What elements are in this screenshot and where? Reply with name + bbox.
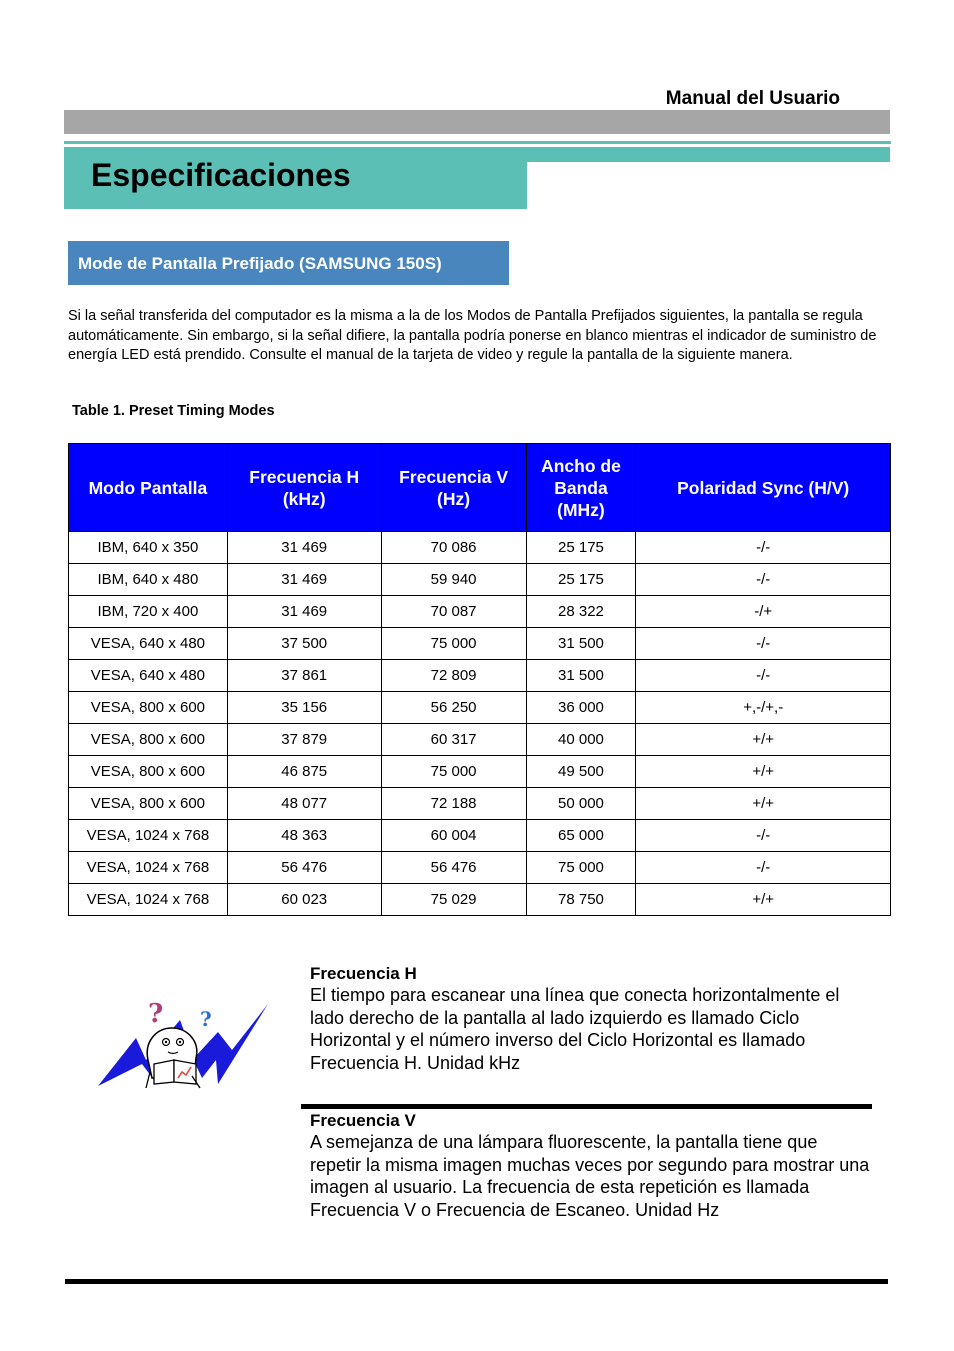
column-header: Frecuencia H (kHz) [227,444,381,532]
table-cell: 35 156 [227,692,381,724]
table-cell: 37 861 [227,660,381,692]
table-cell: 25 175 [526,564,636,596]
table-cell: 60 004 [381,820,526,852]
column-header: Frecuencia V (Hz) [381,444,526,532]
table-cell: -/- [636,820,891,852]
definition-text: A semejanza de una lámpara fluorescente, la pantalla tiene que repetir la misma imagen muchas veces por segundo para mostrar una imagen al usuario. La frecuencia de esta repetición es llamada Frecuencia V o Frecuencia de Escaneo. Unidad Hz [310,1132,870,1220]
table-cell: VESA, 800 x 600 [69,724,228,756]
table-row [69,884,891,916]
table-cell: -/- [636,852,891,884]
table-cell: +/+ [636,884,891,916]
section-title: Especificaciones [91,157,351,193]
table-cell: 25 175 [526,532,636,564]
column-header: Ancho de Banda (MHz) [526,444,636,532]
table-cell: 37 500 [227,628,381,660]
table-cell: 31 500 [526,660,636,692]
table-cell: 56 250 [381,692,526,724]
table-row [69,564,891,596]
svg-text:?: ? [148,999,164,1029]
timing-table [68,443,891,916]
table-cell: -/- [636,628,891,660]
table-cell: 75 000 [381,628,526,660]
section-banner-notch [527,162,567,202]
column-header: Polaridad Sync (H/V) [636,444,891,532]
table-cell: IBM, 640 x 480 [69,564,228,596]
table-cell: 36 000 [526,692,636,724]
table-cell: 31 500 [526,628,636,660]
table-cell: 49 500 [526,756,636,788]
table-cell: IBM, 640 x 350 [69,532,228,564]
table-caption: Table 1. Preset Timing Modes [72,403,275,419]
table-cell: 48 077 [227,788,381,820]
table-cell: +/+ [636,724,891,756]
definition-h-frequency [310,964,870,1074]
column-header: Modo Pantalla [69,444,228,532]
table-cell: VESA, 640 x 480 [69,660,228,692]
definition-text: El tiempo para escanear una línea que conecta horizontalmente el lado derecho de la pantalla al lado izquierdo es llamado Ciclo Horizontal y el número inverso del Ciclo Horizontal es llamado Frecuencia H. Unidad kHz [310,985,840,1073]
table-cell: 72 188 [381,788,526,820]
table-cell: 70 086 [381,532,526,564]
table-header-row [69,444,891,532]
table-cell: VESA, 1024 x 768 [69,884,228,916]
table-cell: 78 750 [526,884,636,916]
table-cell: IBM, 720 x 400 [69,596,228,628]
table-cell: 28 322 [526,596,636,628]
manual-title: Manual del Usuario [665,88,840,109]
definitions-divider [301,1104,872,1109]
table-cell: VESA, 800 x 600 [69,788,228,820]
table-cell: VESA, 800 x 600 [69,756,228,788]
table-cell: 37 879 [227,724,381,756]
table-cell: 60 317 [381,724,526,756]
table-cell: -/+ [636,596,891,628]
definition-title: Frecuencia H [310,964,417,983]
table-cell: -/- [636,564,891,596]
table-cell: 75 029 [381,884,526,916]
table-cell: +/+ [636,756,891,788]
table-cell: +/+ [636,788,891,820]
subsection-title: Mode de Pantalla Prefijado (SAMSUNG 150S) [68,241,509,285]
table-row [69,532,891,564]
question-reading-book-icon [96,998,270,1090]
table-cell: 72 809 [381,660,526,692]
table-cell: -/- [636,532,891,564]
table-cell: 31 469 [227,564,381,596]
table-cell: 46 875 [227,756,381,788]
table-row [69,756,891,788]
header-teal-line [64,141,891,144]
table-cell: 40 000 [526,724,636,756]
table-cell: VESA, 1024 x 768 [69,820,228,852]
section-banner-strip [527,147,890,162]
table-cell: 31 469 [227,596,381,628]
table-cell: +,-/+,- [636,692,891,724]
table-cell: VESA, 800 x 600 [69,692,228,724]
table-cell: 70 087 [381,596,526,628]
table-row [69,628,891,660]
header-gray-bar [64,110,890,134]
table-cell: 48 363 [227,820,381,852]
table-row [69,852,891,884]
table-cell: 75 000 [381,756,526,788]
table-row [69,692,891,724]
table-cell: 56 476 [381,852,526,884]
svg-text:?: ? [200,1007,212,1031]
table-body [69,532,891,916]
definition-v-frequency [310,1111,870,1221]
table-cell: 56 476 [227,852,381,884]
table-cell: 65 000 [526,820,636,852]
table-cell: -/- [636,660,891,692]
table-cell: 59 940 [381,564,526,596]
table-cell: 31 469 [227,532,381,564]
table-cell: 50 000 [526,788,636,820]
table-cell: 60 023 [227,884,381,916]
definition-title: Frecuencia V [310,1111,416,1130]
table-row [69,596,891,628]
table-cell: VESA, 640 x 480 [69,628,228,660]
intro-paragraph: Si la señal transferida del computador es la misma a la de los Modos de Pantalla Prefijados siguientes, la pantalla se regula automáticamente. Sin embargo, si la señal difiere, la pantalla podría ponerse en blanco mientras el indicador de suministro de energía LED está prendido. Consulte el manual de la tarjeta de video y regule la pantalla de la siguiente manera. [68,308,877,363]
table-row [69,788,891,820]
footer-rule [65,1279,888,1284]
table-row [69,724,891,756]
table-row [69,660,891,692]
table-cell: VESA, 1024 x 768 [69,852,228,884]
table-row [69,820,891,852]
table-cell: 75 000 [526,852,636,884]
